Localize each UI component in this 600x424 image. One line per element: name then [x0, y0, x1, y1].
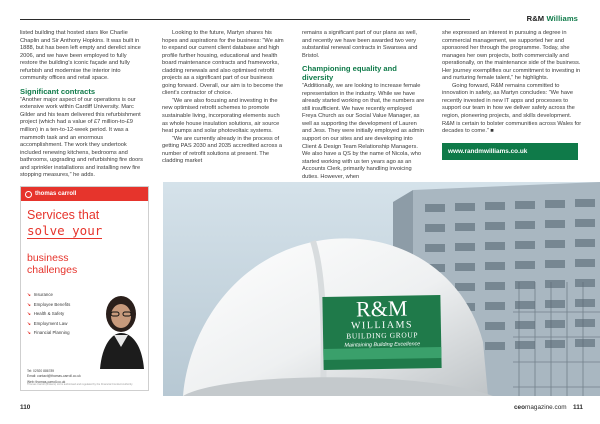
advert-headline-2-text: solve your	[27, 223, 103, 238]
header-rule	[20, 19, 470, 20]
advert-web[interactable]: Web: thomas-carroll.co.uk	[27, 379, 66, 384]
col1-paragraph-1: listed building that hosted stars like Charlie Chaplin and Sir Anthony Hopkins. It was built in 1888, but has been left empty and derelict since 2006, and we have been employed to fully restore the building's iconic façade and fully refurbish and modernise the interior into community offices and retail space.	[20, 30, 141, 82]
advert-service-item: ↘ Employee Benefits	[27, 301, 71, 307]
col4-paragraph-1: she expressed an interest in pursuing a degree in commercial management, we supported her and sponsored her through the programme. Today, she manages her own projects, both commercially and operationally, on the maintenance side of the business. Her journey exemplifies our commitment to investing in and nurturing female talent,” he highlights.	[442, 30, 581, 82]
company-url-link[interactable]: www.randmwilliams.co.uk	[442, 143, 578, 161]
advert-headline-3b: challenges	[27, 264, 78, 276]
checkmark-icon: ↘	[27, 311, 31, 316]
col3-paragraph-1: remains a significant part of our plans as well, and recently we have been awarded two very substantial renewal contracts in Swansea and Bristol.	[302, 30, 418, 59]
checkmark-icon: ↘	[27, 301, 31, 307]
advert-body	[21, 201, 148, 390]
article-column-1	[20, 30, 143, 180]
hat-logo-rm: R&M	[355, 295, 408, 322]
footer-site-name	[514, 404, 567, 411]
advert-headline-3	[27, 252, 77, 276]
footer-site-bold: ceo	[514, 404, 526, 411]
subhead-equality-diversity: Championing equality and diversity	[302, 64, 397, 83]
advert-tel: Tel: 02920 886789	[27, 369, 55, 373]
col2-paragraph-3: “We are currently already in the process of getting PAS 2030 and 2035 accredited across a number of retrofit solutions at present. The cladding market	[162, 135, 283, 165]
advert-service-item: ↘ Health & Safety	[27, 311, 65, 316]
col3-paragraph-2: “Additionally, we are looking to increase female representation in the industry. While we have already started working on that, the numbers are still insufficient. We have recently employed Freya Church as our Social Value Manager, as well as supporting the development of Lauren and Jess. They were initially employed as admin support on our sites and are developing into Client & Design Team Relationship Managers. We also have a QS by the name of Nicola, who started working with us ten years ago as an Accounts Clerk, primarily handling invoicing duties. However, when	[302, 83, 425, 180]
footer-site-rest: magazine.com	[525, 404, 567, 411]
col2-paragraph-1: Looking to the future, Martyn shares his hopes and aspirations for the business: “We aim to expand our current client database and high profile further housing, educational and health board maintenance contracts and frameworks, cladding renewals and also optimised retrofit projects as a significant part of our business going forward. Overall, our aim is to become the client’s contractor of choice.	[162, 30, 284, 97]
col1-paragraph-2: “Another major aspect of our operations is our extensive work within Cardiff University. Marc Gilder and his team delivered this refurbishment project (which had a value of £7 million-to-£9 million) in a ten-to-12-week period. It was a mammoth task and an enormous accomplishment. The work they undertook included renewing kitchens, bedrooms and bathrooms, upgrading and refurbishing fire doors and sprinkler installations and installing new fire stopping measures,” he adds.	[20, 96, 143, 179]
article-column-4	[442, 30, 582, 160]
hat-logo-building-group: BUILDING GROUP	[346, 330, 419, 341]
header-brand-rm: R&M	[526, 14, 545, 23]
article-column-2	[162, 30, 285, 166]
thomas-carroll-advert[interactable]	[20, 186, 149, 391]
hat-logo-tagline: Maintaining Building Excellence	[344, 341, 421, 349]
advert-headline-1: Services that	[27, 208, 100, 222]
checkmark-icon: ↘	[27, 320, 31, 326]
advert-brand-bar	[21, 187, 148, 201]
article-column-3	[302, 30, 425, 181]
hardhat-photo-illustration	[163, 182, 600, 396]
advert-service-item: ↘ Insurance	[27, 292, 53, 297]
advert-service-item: ↘ Financial Planning	[27, 330, 70, 335]
hat-logo-text	[323, 297, 442, 352]
advert-headline-2	[27, 224, 102, 238]
page-number-right: 111	[573, 404, 583, 411]
hardhat-photo	[163, 182, 600, 396]
checkmark-icon: ↘	[27, 330, 31, 335]
advert-footnote: Thomas Carroll (Brokers) Ltd is authorised and regulated by the Financial Conduct Authority	[27, 383, 133, 386]
advert-email[interactable]: Email: contact@thomas-carroll.co.uk	[27, 374, 81, 379]
thomas-carroll-logo-icon	[25, 191, 32, 198]
subhead-significant-contracts: Significant contracts	[20, 86, 96, 96]
advert-services-list	[27, 290, 70, 338]
col2-paragraph-2: “We are also focusing and investing in the new optimised retrofit schemes to promote sustainable living, incorporating elements such as whole house insulation solutions, air source heat pumps and solar photovoltaic systems.	[162, 97, 280, 135]
col4-paragraph-2: Going forward, R&M remains committed to innovation in safety, as Martyn concludes: “We have recently invested in new IT apps and processes to support our team in how we deliver safety across the region, pioneering projects, and skills development. R&M is certain to bolster communities across Wales for decades to come.” ■	[442, 82, 582, 135]
hat-logo-williams: WILLIAMS	[350, 319, 414, 332]
header-brand-williams: Williams	[546, 14, 578, 23]
advert-service-item: ↘ Employment Law	[27, 320, 68, 326]
advert-person-photo	[90, 287, 148, 369]
checkmark-icon: ↘	[27, 292, 31, 297]
page-number-left: 110	[20, 404, 31, 411]
header-brand	[527, 14, 578, 23]
advert-brand-name: thomas carroll	[35, 191, 77, 197]
advert-headline-3a: business	[27, 252, 69, 264]
